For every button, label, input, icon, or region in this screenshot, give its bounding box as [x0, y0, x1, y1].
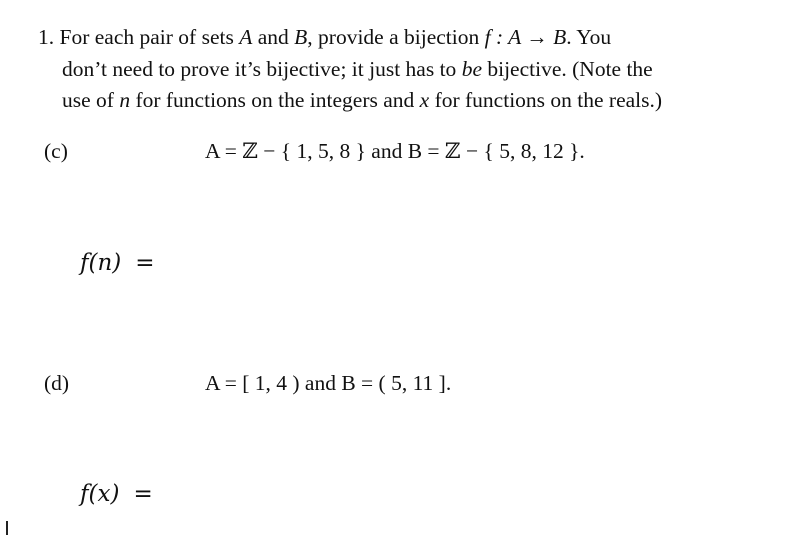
emphasis-be: be	[461, 57, 482, 81]
part-c-equals-sign: =	[135, 250, 155, 276]
problem-text: don’t need to prove it’s bijective; it just has to	[62, 57, 462, 81]
problem-text: , provide a bijection	[307, 25, 485, 49]
problem-text: bijective. (Note the	[481, 57, 653, 81]
part-d-label: (d)	[44, 371, 70, 395]
part-d-answer-line	[80, 481, 153, 507]
part-c-answer-line	[80, 250, 155, 276]
problem-number: 1.	[38, 25, 55, 49]
set-b-symbol: B	[294, 25, 308, 49]
variable-x: x	[419, 88, 430, 112]
set-a-symbol: A	[239, 25, 253, 49]
part-d-sets-formula: A = [ 1, 4 ) and B = ( 5, 11 ].	[205, 371, 452, 395]
variable-n: n	[119, 88, 131, 112]
problem-text: . You	[566, 25, 612, 49]
problem-text: for functions on the integers and	[130, 88, 420, 112]
part-c-sets-formula: A = ℤ − { 1, 5, 8 } and B = ℤ − { 5, 8, 12 }.	[205, 139, 585, 163]
problem-line-2	[62, 54, 653, 85]
function-mapping: f : A → B	[484, 25, 567, 49]
part-d-function-lhs: f(x)	[80, 481, 120, 507]
problem-text: use of	[62, 88, 120, 112]
problem-text: and	[252, 25, 295, 49]
part-d-equals-sign: =	[133, 481, 153, 507]
part-c-label: (c)	[44, 139, 68, 163]
problem-text: for functions on the reals.)	[429, 88, 663, 112]
problem-line-3	[62, 85, 662, 116]
problem-line-1	[38, 22, 611, 53]
text-cursor-icon	[6, 521, 8, 535]
part-c-function-lhs: f(n)	[80, 250, 122, 276]
problem-text: For each pair of sets	[59, 25, 240, 49]
